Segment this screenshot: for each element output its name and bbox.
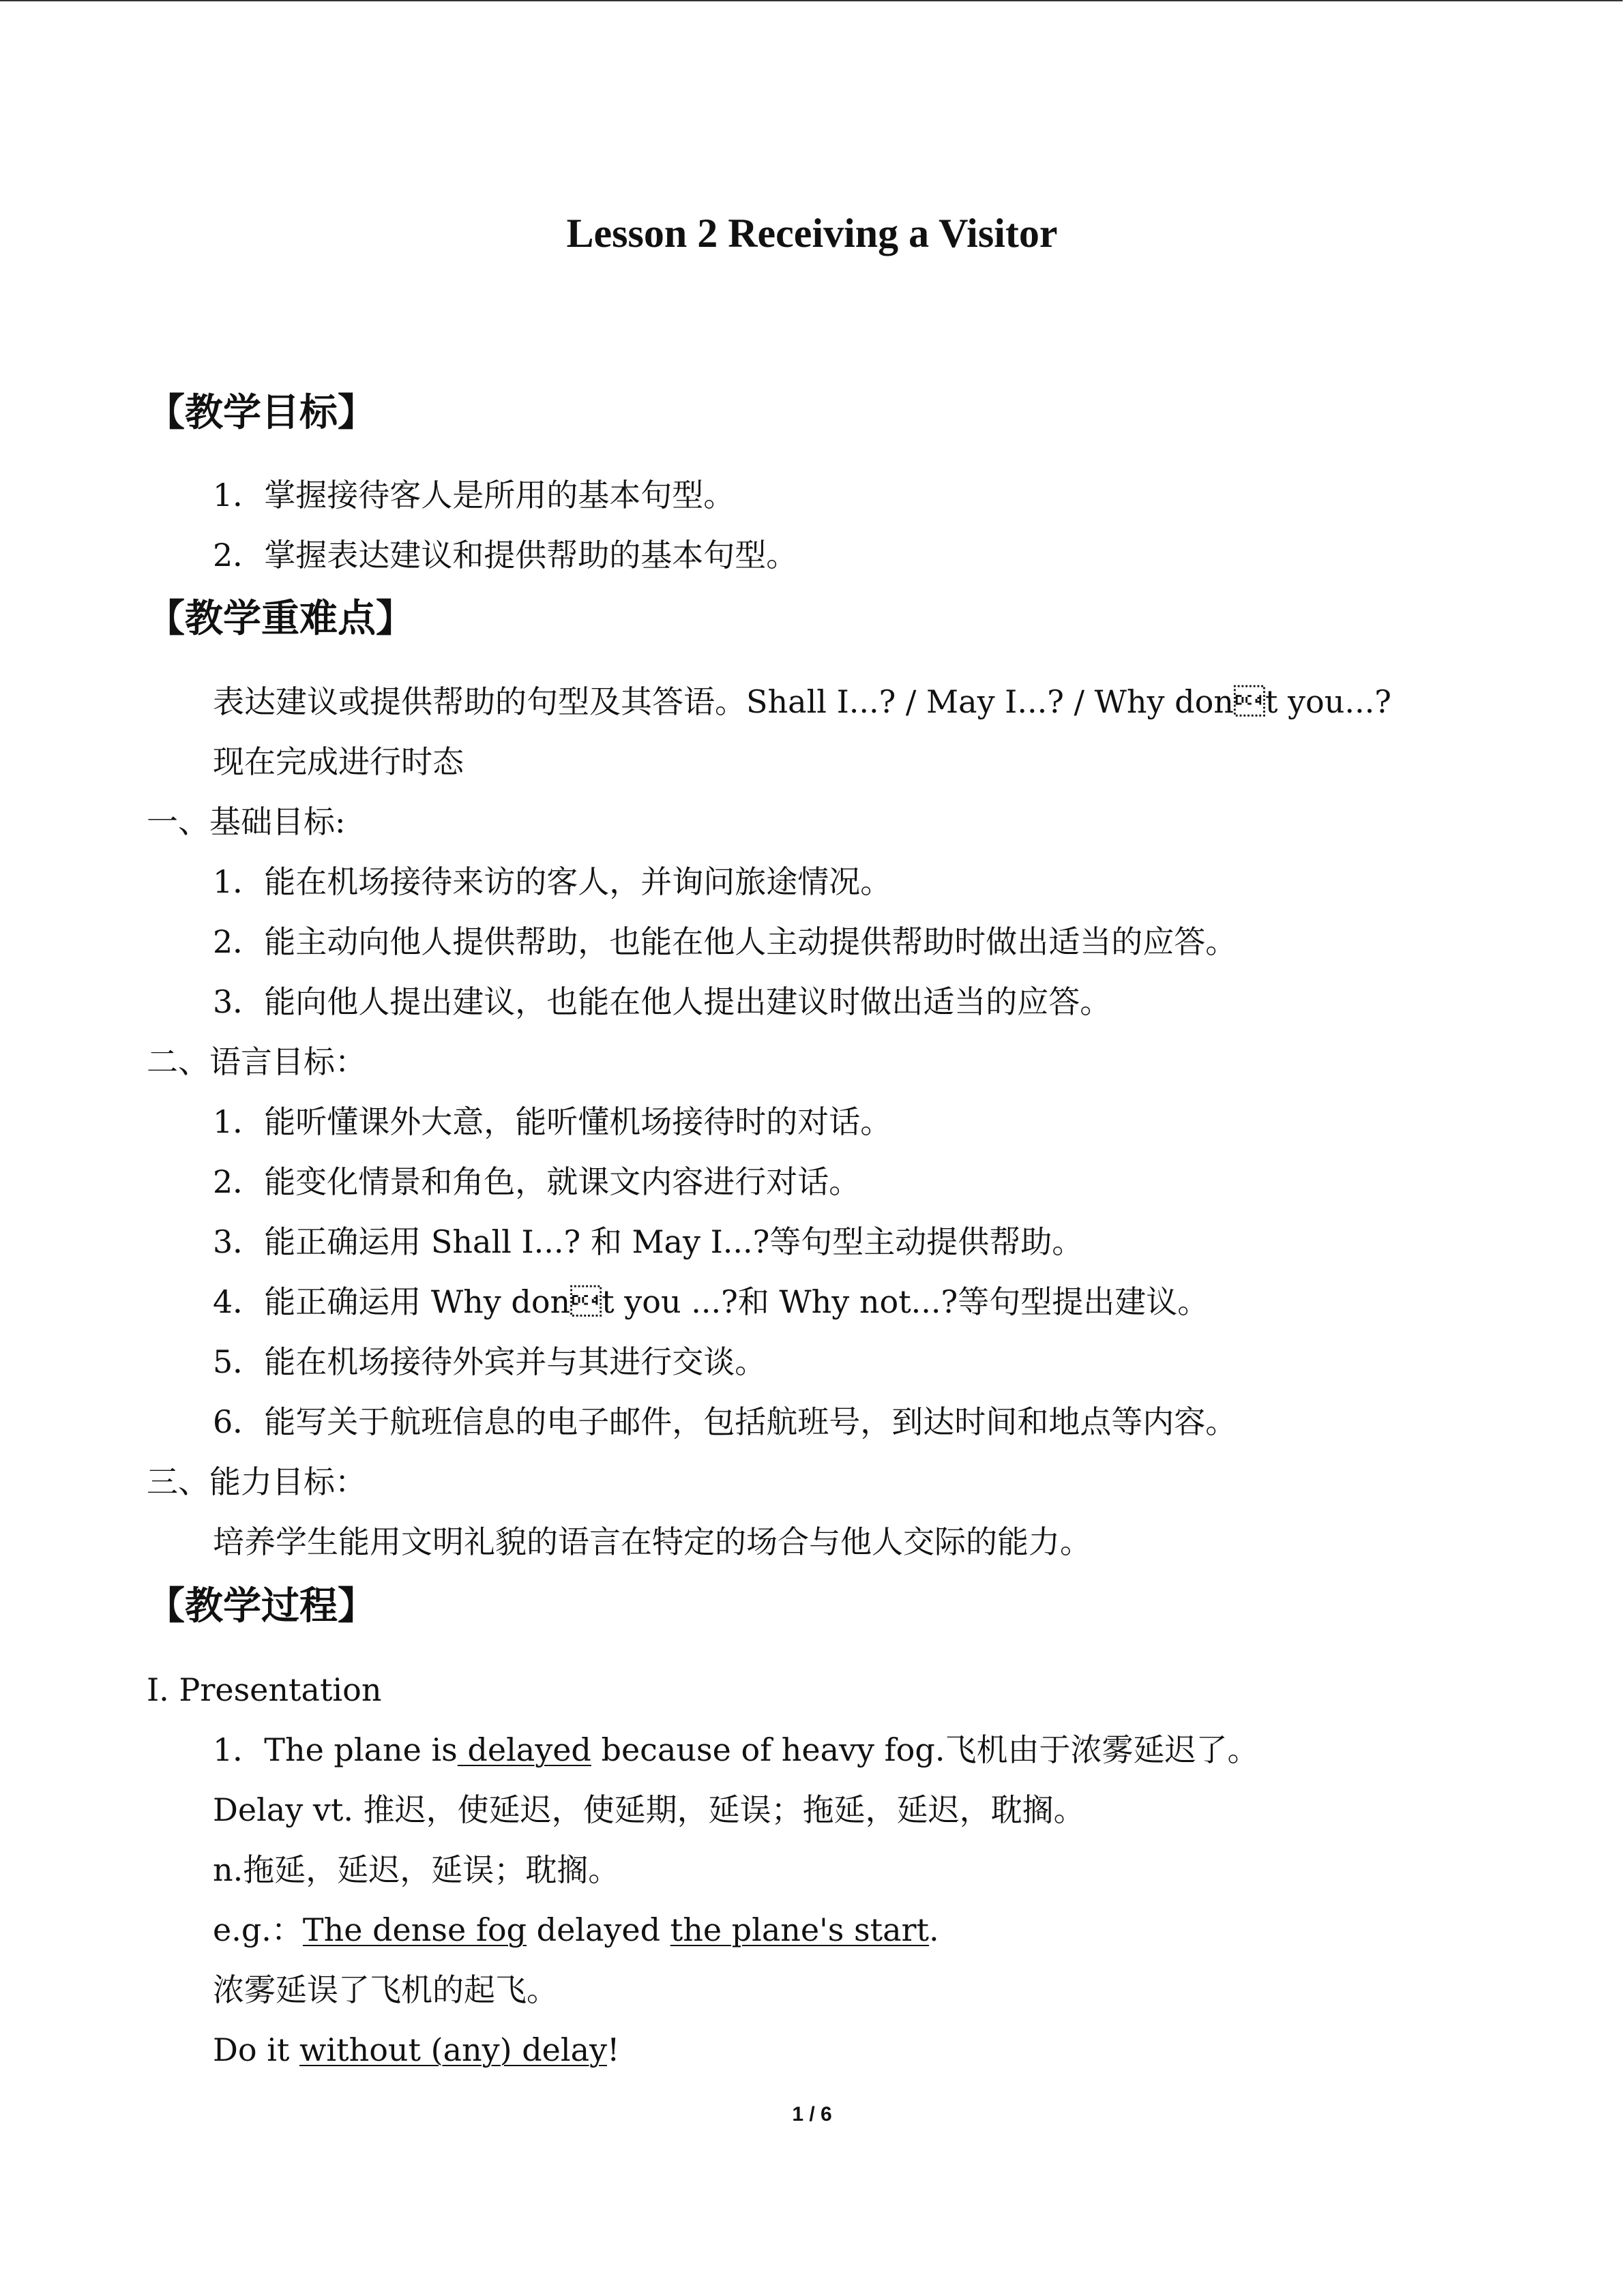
key-point-item: 表达建议或提供帮助的句型及其答语。Shall I...? / May I...? / Why dont you...? <box>213 683 1391 720</box>
basic-goal-item: 1．能在机场接待来访的客人，并询问旅途情况。 <box>213 863 892 900</box>
language-goal-item: 5．能在机场接待外宾并与其进行交谈。 <box>213 1343 767 1380</box>
language-goal-item: 4．能正确运用 Why dont you ...?和 Why not...?等句型提出建议。 <box>213 1283 1209 1320</box>
language-goal-item: 2．能变化情景和角色，就课文内容进行对话。 <box>213 1163 861 1200</box>
presentation-example <box>213 1909 939 1950</box>
basic-goals-heading: 一、基础目标: <box>147 803 346 840</box>
presentation-text: e.g.： <box>213 1911 303 1948</box>
underlined-term: without (any) delay <box>299 2031 608 2068</box>
basic-goal-item: 2．能主动向他人提供帮助，也能在他人主动提供帮助时做出适当的应答。 <box>213 923 1237 960</box>
presentation-text: ! <box>607 2031 620 2068</box>
objectives-heading: 【教学目标】 <box>147 390 376 435</box>
ability-goals-heading: 三、能力目标： <box>147 1463 366 1500</box>
presentation-text: . <box>928 1911 939 1948</box>
ability-goal-item: 培养学生能用文明礼貌的语言在特定的场合与他人交际的能力。 <box>213 1523 1091 1560</box>
objective-item: 2．掌握表达建议和提供帮助的基本句型。 <box>213 537 798 573</box>
key-point-item: 现在完成进行时态 <box>213 743 464 780</box>
language-goals-heading: 二、语言目标： <box>147 1043 366 1080</box>
presentation-line <box>213 1729 1258 1770</box>
presentation-text: delayed <box>527 1911 670 1948</box>
presentation-heading: I. Presentation <box>147 1671 382 1708</box>
key-points-heading: 【教学重难点】 <box>147 596 414 641</box>
process-heading: 【教学过程】 <box>147 1583 376 1628</box>
presentation-line: 浓雾延误了飞机的起飞。 <box>213 1971 558 2008</box>
page-top-border <box>0 0 1623 1</box>
presentation-text: Do it <box>213 2031 300 2068</box>
presentation-text: 1．The plane is <box>213 1731 458 1768</box>
language-goal-item: 3．能正确运用 Shall I...? 和 May I...?等句型主动提供帮助。 <box>213 1223 1084 1260</box>
objective-item: 1．掌握接待客人是所用的基本句型。 <box>213 477 735 513</box>
document-title: Lesson 2 Receiving a Visitor <box>566 211 1058 256</box>
presentation-text: because of heavy fog.飞机由于浓雾延迟了。 <box>591 1731 1259 1768</box>
underlined-term: delayed <box>457 1731 591 1768</box>
presentation-line: Delay vt. 推迟，使延迟，使延期，延误；拖延，延迟，耽搁。 <box>213 1791 1085 1828</box>
language-goal-item: 1．能听懂课外大意，能听懂机场接待时的对话。 <box>213 1103 892 1140</box>
presentation-line <box>213 2029 620 2070</box>
presentation-line: n.拖延，延迟，延误；耽搁。 <box>213 1851 620 1888</box>
basic-goal-item: 3．能向他人提出建议，也能在他人提出建议时做出适当的应答。 <box>213 983 1112 1020</box>
language-goal-item: 6．能写关于航班信息的电子邮件，包括航班号，到达时间和地点等内容。 <box>213 1403 1237 1440</box>
page-number: 1 / 6 <box>792 2103 832 2126</box>
underlined-term: the plane's start <box>670 1911 929 1948</box>
underlined-term: The dense fog <box>302 1911 527 1948</box>
